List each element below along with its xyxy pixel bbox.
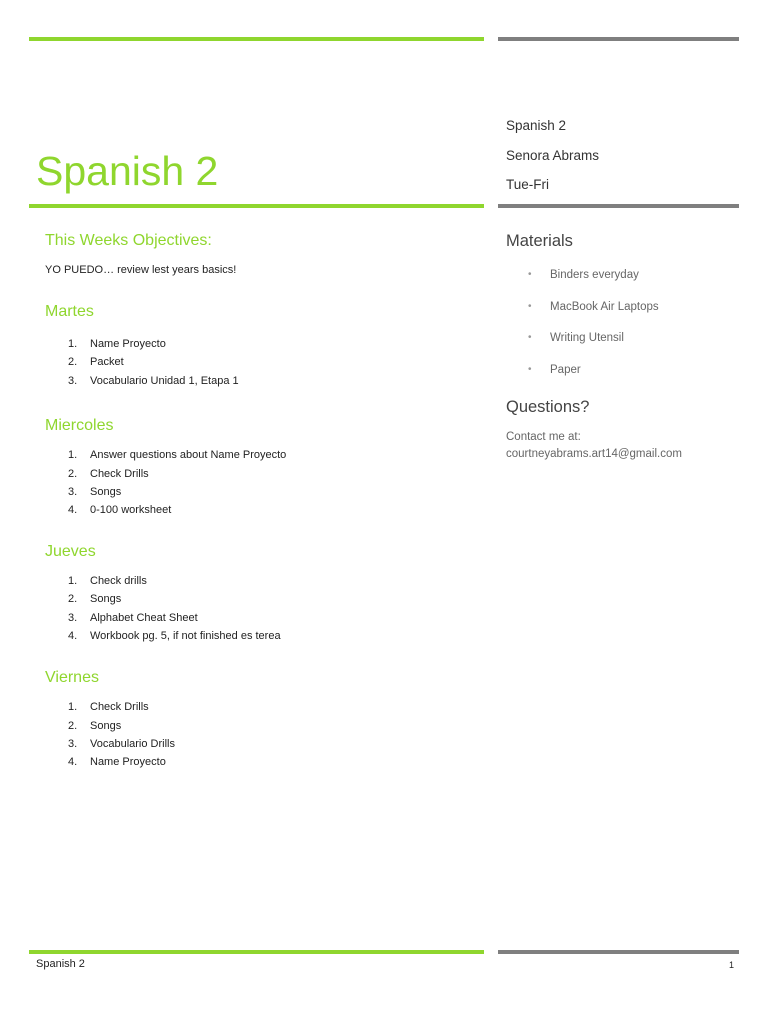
day-heading-miercoles: Miercoles	[45, 417, 114, 435]
viernes-list	[45, 698, 475, 772]
list-item: 3. Songs	[68, 485, 122, 498]
objectives-heading: This Weeks Objectives:	[45, 232, 212, 249]
top-green-rule	[29, 37, 484, 41]
list-item: 1. Answer questions about Name Proyecto	[68, 449, 287, 462]
day-heading-martes: Martes	[45, 303, 94, 320]
list-item: 2. Check Drills	[68, 467, 149, 480]
list-item: 1. Name Proyecto	[68, 338, 166, 350]
objectives-text: YO PUEDO… review lest years basics!	[45, 264, 237, 276]
day-heading-viernes: Viernes	[45, 669, 99, 687]
list-item: 3. Alphabet Cheat Sheet	[68, 611, 198, 624]
teacher-name: Senora Abrams	[506, 147, 600, 163]
bullet-icon: •	[528, 364, 532, 376]
sidebar	[506, 232, 746, 463]
course-name: Spanish 2	[506, 118, 567, 133]
footer-title: Spanish 2	[36, 958, 85, 970]
list-item: • Binders everyday	[506, 265, 746, 297]
list-item: • Writing Utensil	[506, 328, 746, 360]
jueves-list	[45, 572, 475, 646]
class-days: Tue-Fri	[506, 177, 549, 192]
footer-green-rule	[29, 950, 484, 954]
list-item: 3. Vocabulario Drills	[68, 738, 175, 751]
materials-list	[506, 265, 746, 392]
day-heading-jueves: Jueves	[45, 542, 96, 560]
list-item: 3. Vocabulario Unidad 1, Etapa 1	[68, 374, 239, 387]
questions-heading: Questions?	[506, 397, 590, 416]
list-item: • Paper	[506, 360, 746, 392]
main-column	[45, 232, 475, 772]
list-item: 2. Packet	[68, 356, 124, 369]
bullet-icon: •	[528, 269, 532, 280]
list-item: 4. 0-100 worksheet	[68, 504, 172, 517]
header-gray-rule	[498, 204, 739, 208]
course-info	[506, 116, 599, 205]
list-item: 2. Songs	[68, 593, 122, 606]
footer-gray-rule	[498, 950, 739, 954]
martes-list	[45, 335, 475, 390]
bullet-icon: •	[528, 300, 532, 312]
list-item: • MacBook Air Laptops	[506, 297, 746, 329]
list-item: 1. Check Drills	[68, 701, 149, 714]
list-item: 4. Name Proyecto	[68, 756, 166, 769]
contact-email[interactable]: courtneyabrams.art14@gmail.com	[506, 447, 682, 460]
materials-heading: Materials	[506, 232, 573, 250]
top-gray-rule	[498, 37, 739, 41]
page-title: Spanish 2	[36, 148, 219, 194]
page-number: 1	[728, 960, 734, 970]
miercoles-list	[45, 446, 475, 520]
bullet-icon: •	[528, 332, 532, 344]
list-item: 1. Check drills	[68, 574, 147, 587]
list-item: 2. Songs	[68, 719, 122, 732]
list-item: 4. Workbook pg. 5, if not finished es terea	[68, 629, 281, 642]
header-green-rule	[29, 204, 484, 208]
contact-label: Contact me at:	[506, 430, 581, 443]
